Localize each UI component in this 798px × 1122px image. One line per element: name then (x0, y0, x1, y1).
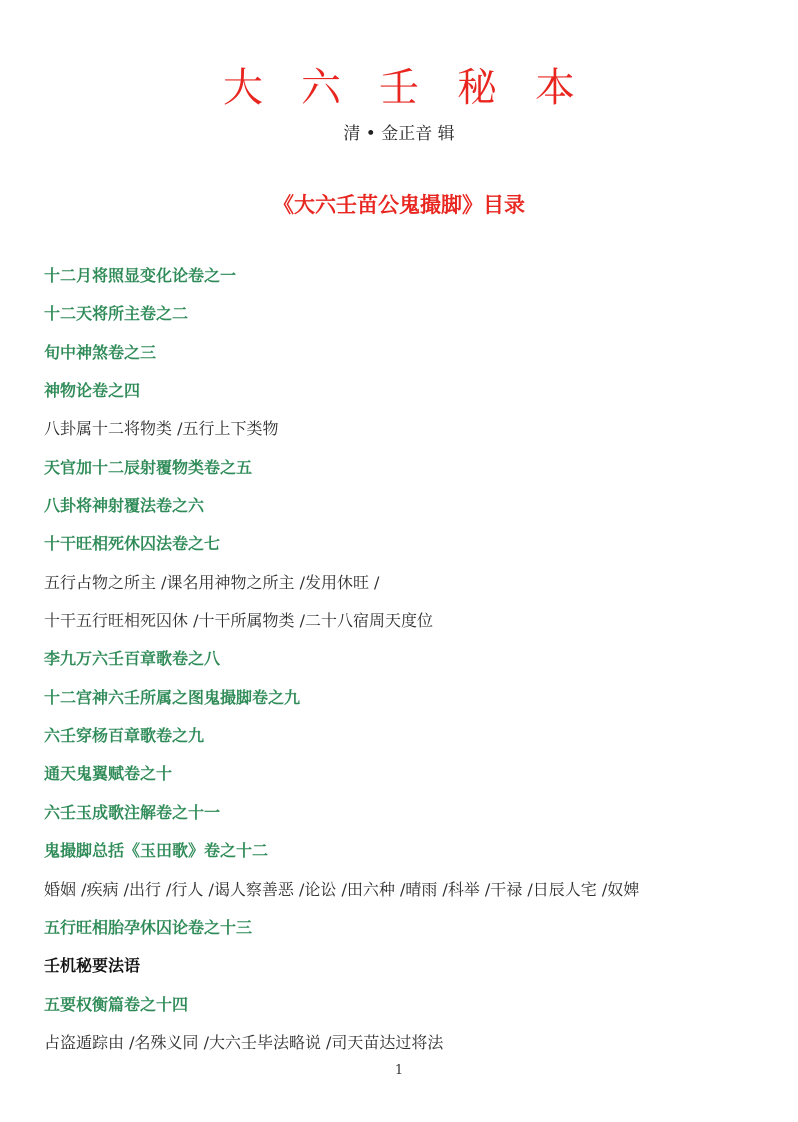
toc-entry: 五要权衡篇卷之十四 (44, 994, 189, 1014)
title-char: 大 (223, 65, 263, 111)
toc-entry: 六壬穿杨百章歌卷之九 (44, 726, 205, 746)
document-title (0, 62, 798, 114)
toc-entry: 八卦将神射覆法卷之六 (44, 496, 205, 516)
toc-heading: 《大六壬苗公鬼撮脚》目录 (273, 192, 525, 217)
title-char: 秘 (457, 65, 497, 111)
toc-entry: 十二宫神六壬所属之图鬼撮脚卷之九 (44, 687, 301, 707)
toc-subentry: 婚姻 /疾病 /出行 /行人 /谒人察善恶 /论讼 /田六种 /晴雨 /科举 /干禄 /日辰人宅 /奴婢 (44, 879, 640, 899)
page-number: 1 (394, 1063, 404, 1078)
toc-subentry: 十干五行旺相死囚休 /十干所属物类 /二十八宿周天度位 (44, 611, 433, 631)
toc-subentry: 五行占物之所主 /课名用神物之所主 /发用休旺 / (44, 572, 380, 592)
toc-entry: 十干旺相死休囚法卷之七 (44, 534, 221, 554)
author-line: 清 • 金正音 辑 (343, 124, 455, 144)
toc-subentry: 八卦属十二将物类 /五行上下类物 (44, 419, 279, 439)
title-char: 壬 (379, 65, 419, 111)
toc-entry: 李九万六壬百章歌卷之八 (44, 649, 221, 669)
toc-subentry: 占盗遁踪由 /名殊义同 /大六壬毕法略说 /司天苗达过将法 (44, 1032, 444, 1052)
toc-entry: 十二天将所主卷之二 (44, 304, 189, 324)
table-of-contents (44, 263, 764, 1068)
toc-section-heading: 壬机秘要法语 (44, 956, 141, 976)
toc-entry: 旬中神煞卷之三 (44, 342, 157, 362)
toc-entry: 五行旺相胎孕休囚论卷之十三 (44, 917, 253, 937)
title-char: 本 (535, 65, 575, 111)
toc-entry: 天官加十二辰射覆物类卷之五 (44, 457, 253, 477)
toc-entry: 六壬玉成歌注解卷之十一 (44, 802, 221, 822)
toc-entry: 十二月将照显变化论卷之一 (44, 266, 237, 285)
toc-entry: 神物论卷之四 (44, 381, 141, 401)
toc-entry: 通天鬼翼赋卷之十 (44, 764, 173, 784)
title-char: 六 (301, 65, 341, 111)
toc-entry: 鬼撮脚总括《玉田歌》卷之十二 (44, 841, 269, 861)
